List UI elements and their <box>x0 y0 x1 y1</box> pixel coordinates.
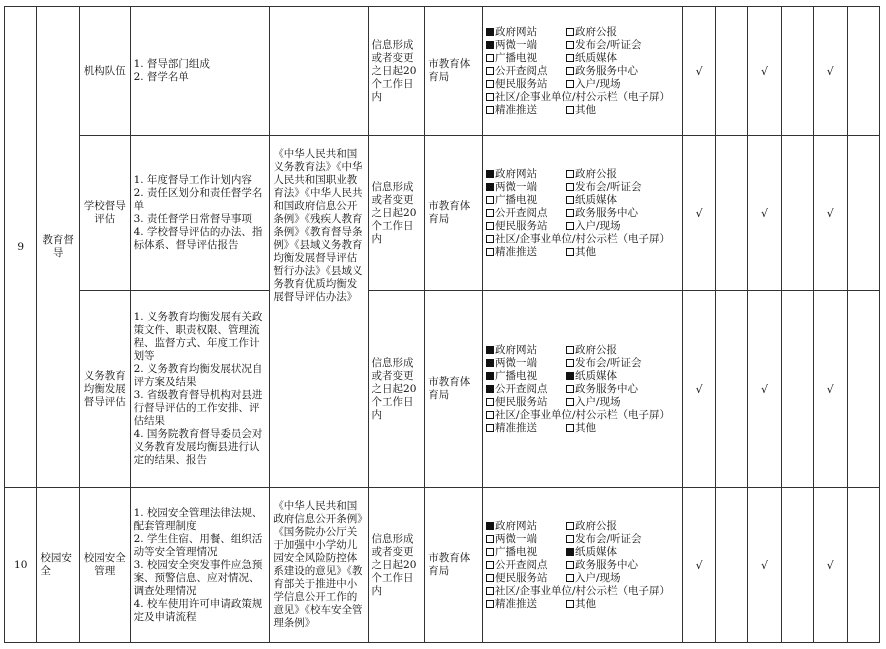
empty-cell <box>781 291 813 488</box>
channel-other: 其他 <box>566 422 596 435</box>
subject: 市教育体育局 <box>425 7 483 136</box>
channel-other: 其他 <box>566 598 596 611</box>
empty-cell <box>847 488 879 643</box>
channel-community: 社区/企事业单位/村公示栏（电子屏） <box>486 91 680 104</box>
content-cell <box>130 291 270 488</box>
checkbox-icon <box>566 28 574 36</box>
checkbox-icon <box>486 600 494 608</box>
channel-radio_tv: 广播电视 <box>486 194 566 207</box>
channel-gov_gazette: 政府公报 <box>566 26 617 39</box>
row-number: 9 <box>5 7 37 488</box>
channels <box>482 136 683 291</box>
channel-convenience: 便民服务站 <box>486 220 566 233</box>
checkbox-icon <box>486 235 494 243</box>
subject: 市教育体育局 <box>425 488 483 643</box>
channel-press: 发布会/听证会 <box>566 357 642 370</box>
check-mark: √ <box>748 136 781 291</box>
checkbox-icon <box>566 424 574 432</box>
checkbox-icon <box>566 183 574 191</box>
channel-gov_site: 政府网站 <box>486 26 566 39</box>
channel-gov_site: 政府网站 <box>486 344 566 357</box>
checkbox-icon <box>486 411 494 419</box>
channel-gov_gazette: 政府公报 <box>566 520 617 533</box>
channel-service_center: 政务服务中心 <box>566 65 638 78</box>
content-line: 4. 校车使用许可申请政策规定及申请流程 <box>133 597 263 623</box>
empty-cell <box>715 291 747 488</box>
channel-radio_tv: 广播电视 <box>486 52 566 65</box>
checkbox-icon <box>486 41 494 49</box>
row-number: 10 <box>5 488 37 643</box>
content-line: 1. 义务教育均衡发展有关政策文件、职责权限、管理流程、监督方式、年度工作计划等 <box>133 311 263 362</box>
checkbox-icon <box>566 80 574 88</box>
empty-cell <box>847 7 879 136</box>
checkbox-icon <box>486 385 494 393</box>
channel-two_micro: 两微一端 <box>486 533 566 546</box>
channel-community: 社区/企事业单位/村公示栏（电子屏） <box>486 233 680 246</box>
check-mark: √ <box>748 7 781 136</box>
checkbox-icon <box>486 106 494 114</box>
checkbox-icon <box>566 561 574 569</box>
channel-press: 发布会/听证会 <box>566 39 642 52</box>
channel-service_center: 政务服务中心 <box>566 383 638 396</box>
disclosure-table <box>4 6 880 643</box>
content-line: 1. 校园安全管理法律法规、配套管理制度 <box>133 506 263 532</box>
checkbox-icon <box>566 222 574 230</box>
checkbox-icon <box>566 600 574 608</box>
table-row <box>5 488 880 643</box>
channel-radio_tv: 广播电视 <box>486 546 566 559</box>
channel-public_read: 公开查阅点 <box>486 383 566 396</box>
checkbox-icon <box>566 346 574 354</box>
channel-precise: 精准推送 <box>486 104 566 117</box>
table-row <box>5 291 880 488</box>
checkbox-icon <box>486 248 494 256</box>
checkbox-icon <box>486 587 494 595</box>
category-cell: 校园安全 <box>37 488 80 643</box>
content-line: 2. 督学名单 <box>133 71 189 83</box>
channel-other: 其他 <box>566 104 596 117</box>
checkbox-icon <box>566 372 574 380</box>
content-line: 2. 义务教育均衡发展状况自评方案及结果 <box>133 363 263 388</box>
checkbox-icon <box>566 170 574 178</box>
content-line: 4. 国务院教育督导委员会对义务教育发展均衡县进行认定的结果、报告 <box>133 428 263 466</box>
content-cell <box>130 136 270 291</box>
item-name: 校园安全管理 <box>79 488 130 643</box>
channels <box>482 291 683 488</box>
channels <box>482 7 683 136</box>
checkbox-icon <box>566 359 574 367</box>
checkbox-icon <box>566 385 574 393</box>
checkbox-icon <box>486 574 494 582</box>
channel-radio_tv: 广播电视 <box>486 370 566 383</box>
checkbox-icon <box>486 196 494 204</box>
checkbox-icon <box>566 41 574 49</box>
channel-two_micro: 两微一端 <box>486 181 566 194</box>
checkbox-icon <box>486 522 494 530</box>
law-blank <box>270 7 368 136</box>
channel-paper: 纸质媒体 <box>566 52 617 65</box>
content-line: 2. 学生住宿、用餐、组织活动等安全管理情况 <box>133 532 263 558</box>
channel-gov_gazette: 政府公报 <box>566 344 617 357</box>
item-name: 义务教育均衡发展督导评估 <box>79 291 130 488</box>
channel-community: 社区/企事业单位/村公示栏（电子屏） <box>486 585 680 598</box>
table-row <box>5 7 880 136</box>
empty-cell <box>847 291 879 488</box>
law-basis: 《中华人民共和国政府信息公开条例》《国务院办公厅关于加强中小学幼儿园安全风险防控体系建设的意见》《教育部关于推进中小学信息公开工作的意见》《校车安全管理条例》 <box>270 488 368 643</box>
channel-service_center: 政务服务中心 <box>566 207 638 220</box>
checkbox-icon <box>566 248 574 256</box>
channel-other: 其他 <box>566 246 596 259</box>
time-limit: 信息形成或者变更之日起20个工作日内 <box>368 7 425 136</box>
empty-cell <box>781 7 813 136</box>
checkbox-icon <box>566 574 574 582</box>
checkbox-icon <box>486 170 494 178</box>
channel-gov_site: 政府网站 <box>486 168 566 181</box>
content-line: 2. 责任区划分和责任督学名单 <box>133 187 263 212</box>
checkbox-icon <box>566 548 574 556</box>
content-line: 1. 年度督导工作计划内容 <box>133 174 252 186</box>
checkbox-icon <box>566 67 574 75</box>
channel-convenience: 便民服务站 <box>486 78 566 91</box>
channel-two_micro: 两微一端 <box>486 357 566 370</box>
time-limit: 信息形成或者变更之日起20个工作日内 <box>368 136 425 291</box>
channel-precise: 精准推送 <box>486 422 566 435</box>
checkbox-icon <box>486 548 494 556</box>
channel-service_center: 政务服务中心 <box>566 559 638 572</box>
content-line: 3. 责任督学日常督导事项 <box>133 213 252 225</box>
table-row <box>5 136 880 291</box>
channel-two_micro: 两微一端 <box>486 39 566 52</box>
empty-cell <box>715 7 747 136</box>
subject: 市教育体育局 <box>425 136 483 291</box>
checkbox-icon <box>486 222 494 230</box>
check-mark: √ <box>683 488 715 643</box>
checkbox-icon <box>566 398 574 406</box>
channel-precise: 精准推送 <box>486 598 566 611</box>
checkbox-icon <box>566 106 574 114</box>
content-line: 4. 学校督导评估的办法、指标体系、督导评估报告 <box>133 226 263 251</box>
check-mark: √ <box>814 488 847 643</box>
channel-door: 入户/现场 <box>566 396 621 409</box>
checkbox-icon <box>486 67 494 75</box>
empty-cell <box>715 136 747 291</box>
check-mark: √ <box>814 7 847 136</box>
checkbox-icon <box>486 372 494 380</box>
checkbox-icon <box>486 424 494 432</box>
checkbox-icon <box>566 535 574 543</box>
item-name: 机构队伍 <box>79 7 130 136</box>
checkbox-icon <box>486 561 494 569</box>
checkbox-icon <box>486 93 494 101</box>
time-limit: 信息形成或者变更之日起20个工作日内 <box>368 488 425 643</box>
time-limit: 信息形成或者变更之日起20个工作日内 <box>368 291 425 488</box>
empty-cell <box>847 136 879 291</box>
channel-door: 入户/现场 <box>566 220 621 233</box>
checkbox-icon <box>486 28 494 36</box>
empty-cell <box>715 488 747 643</box>
channel-public_read: 公开查阅点 <box>486 207 566 220</box>
check-mark: √ <box>683 7 715 136</box>
content-line: 3. 校园安全突发事件应急预案、预警信息、应对情况、调查处理情况 <box>133 558 263 597</box>
channel-gov_site: 政府网站 <box>486 520 566 533</box>
empty-cell <box>781 136 813 291</box>
checkbox-icon <box>566 196 574 204</box>
channel-public_read: 公开查阅点 <box>486 65 566 78</box>
content-line: 1. 督导部门组成 <box>133 58 210 70</box>
channels <box>482 488 683 643</box>
content-line: 3. 省级教育督导机构对县进行督导评估的工作安排、评估结果 <box>133 389 263 427</box>
channel-convenience: 便民服务站 <box>486 396 566 409</box>
law-basis: 《中华人民共和国义务教育法》《中华人民共和国职业教育法》《中华人民共和国政府信息公开条例》《残疾人教育条例》《教育督导条例》《县域义务教育均衡发展督导评估暂行办法》《县域义务教育优质均衡发展督导评估办法》 <box>270 136 368 488</box>
check-mark: √ <box>683 291 715 488</box>
checkbox-icon <box>486 359 494 367</box>
checkbox-icon <box>566 209 574 217</box>
check-mark: √ <box>748 291 781 488</box>
checkbox-icon <box>486 398 494 406</box>
checkbox-icon <box>486 535 494 543</box>
channel-paper: 纸质媒体 <box>566 370 617 383</box>
check-mark: √ <box>683 136 715 291</box>
checkbox-icon <box>486 346 494 354</box>
checkbox-icon <box>486 183 494 191</box>
checkbox-icon <box>486 54 494 62</box>
channel-public_read: 公开查阅点 <box>486 559 566 572</box>
check-mark: √ <box>814 136 847 291</box>
content-cell <box>130 7 270 136</box>
checkbox-icon <box>566 522 574 530</box>
channel-press: 发布会/听证会 <box>566 533 642 546</box>
empty-cell <box>781 488 813 643</box>
check-mark: √ <box>748 488 781 643</box>
channel-community: 社区/企事业单位/村公示栏（电子屏） <box>486 409 680 422</box>
channel-convenience: 便民服务站 <box>486 572 566 585</box>
channel-press: 发布会/听证会 <box>566 181 642 194</box>
content-cell <box>130 488 270 643</box>
checkbox-icon <box>486 80 494 88</box>
item-name: 学校督导评估 <box>79 136 130 291</box>
check-mark: √ <box>814 291 847 488</box>
channel-gov_gazette: 政府公报 <box>566 168 617 181</box>
category-cell: 教育督导 <box>37 7 80 488</box>
subject: 市教育体育局 <box>425 291 483 488</box>
channel-paper: 纸质媒体 <box>566 546 617 559</box>
channel-door: 入户/现场 <box>566 572 621 585</box>
channel-paper: 纸质媒体 <box>566 194 617 207</box>
checkbox-icon <box>486 209 494 217</box>
checkbox-icon <box>566 54 574 62</box>
channel-door: 入户/现场 <box>566 78 621 91</box>
channel-precise: 精准推送 <box>486 246 566 259</box>
